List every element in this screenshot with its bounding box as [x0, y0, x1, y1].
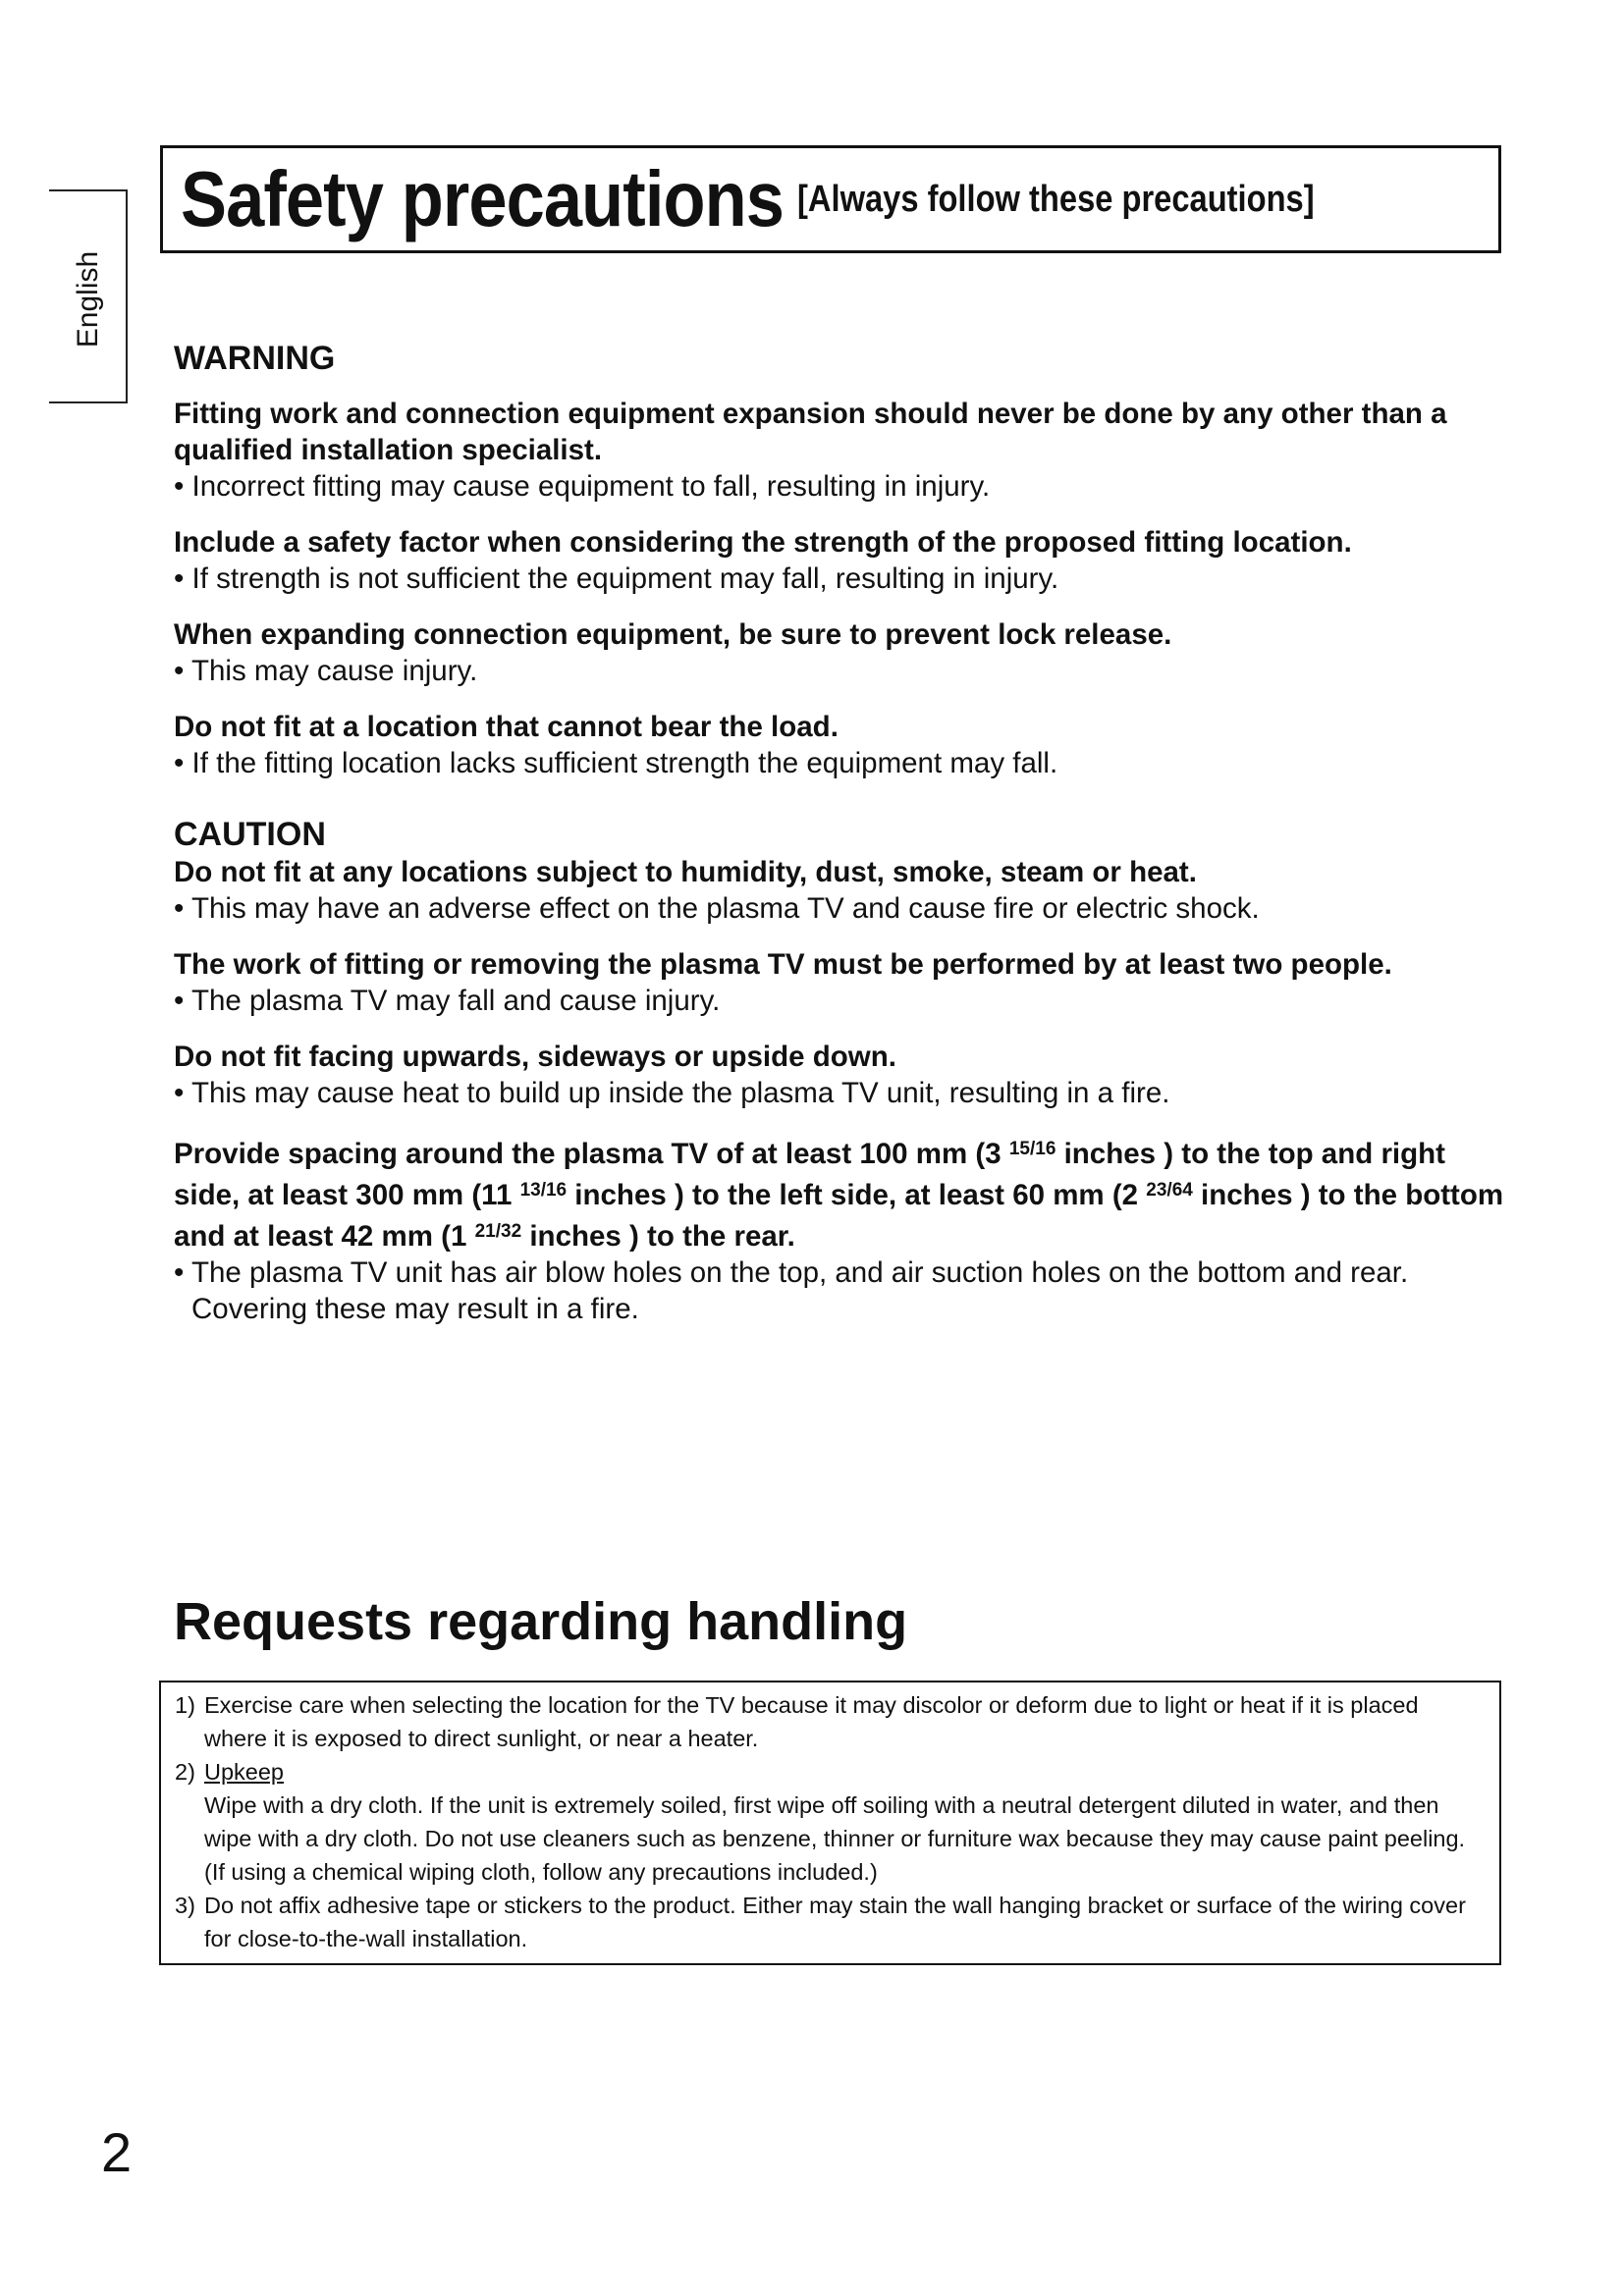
warning-item-title: Do not fit at a location that cannot bear the load. — [174, 711, 839, 743]
request-number: 2) — [175, 1759, 195, 1785]
caution-item-bullet: • This may have an adverse effect on the plasma TV and cause fire or electric shock. — [174, 892, 1260, 925]
caution-item-title: Do not fit at any locations subject to humidity, dust, smoke, steam or heat. — [174, 856, 1197, 888]
warning-item-bullet-text: This may cause injury. — [191, 655, 478, 687]
caution-item-title: Do not fit facing upwards, sideways or upside down. — [174, 1041, 896, 1073]
fraction: 15/16 — [1008, 1139, 1056, 1159]
warning-item-bullet: • This may cause injury. — [174, 655, 478, 687]
fraction: 21/32 — [474, 1221, 522, 1242]
request-item — [175, 1755, 1484, 1889]
warning-item-title: Include a safety factor when considering the strength of the proposed fitting location. — [174, 526, 1352, 559]
request-number: 3) — [175, 1893, 195, 1918]
fraction: 13/16 — [519, 1180, 568, 1201]
warning-item-title: Fitting work and connection equipment expansion should never be done by any other than a qualified installation specialist. — [174, 398, 1447, 466]
caution-item — [174, 854, 1504, 927]
request-text: Exercise care when selecting the location for the TV because it may discolor or deform due to light or heat if it is placed where it is exposed to direct sunlight, or near a heater. — [204, 1692, 1419, 1751]
caution-item-bullet-text: This may have an adverse effect on the plasma TV and cause fire or electric shock. — [191, 892, 1260, 925]
page-title: Safety precautions — [181, 155, 785, 242]
language-label: English — [72, 250, 104, 348]
warning-item-bullet-text: Incorrect fitting may cause equipment to fall, resulting in injury. — [191, 470, 991, 503]
requests-box — [159, 1681, 1501, 1965]
request-text: Do not affix adhesive tape or stickers to the product. Either may stain the wall hanging bracket or surface of the wiring cover for close-to-the-wall installation. — [204, 1893, 1466, 1951]
page-title-box — [160, 145, 1501, 253]
warning-item-bullet-text: If the fitting location lacks sufficient strength the equipment may fall. — [191, 747, 1058, 779]
request-number: 1) — [175, 1692, 195, 1718]
caution-item — [174, 946, 1504, 1019]
page-number: 2 — [101, 2121, 133, 2183]
safety-content — [174, 339, 1504, 1327]
caution-item — [174, 1039, 1504, 1111]
request-text: Wipe with a dry cloth. If the unit is extremely soiled, first wipe off soiling with a neutral detergent diluted in water, and then wipe with a dry cloth. Do not use cleaners such as benzene, thinner or furniture wax because they may cause paint peeling. (If using a chemical wiping cloth, follow any precautions included.) — [204, 1792, 1466, 1885]
request-item — [175, 1889, 1484, 1955]
caution-item-title: The work of fitting or removing the plasma TV must be performed by at least two people. — [174, 948, 1392, 981]
warning-item — [174, 616, 1504, 689]
caution-spacing-item — [174, 1131, 1504, 1327]
caution-item-bullet-text: This may cause heat to build up inside the plasma TV unit, resulting in a fire. — [191, 1077, 1170, 1109]
caution-item-bullet: • The plasma TV may fall and cause injury. — [174, 985, 721, 1017]
warning-heading: WARNING — [174, 340, 336, 377]
warning-item-bullet-text: If strength is not sufficient the equipment may fall, resulting in injury. — [191, 562, 1059, 595]
caution-heading: CAUTION — [174, 816, 326, 853]
warning-item — [174, 524, 1504, 597]
warning-item — [174, 396, 1504, 505]
requests-heading: Requests regarding handling — [174, 1592, 908, 1651]
caution-item-bullet: • This may cause heat to build up inside the plasma TV unit, resulting in a fire. — [174, 1077, 1170, 1109]
upkeep-label: Upkeep — [204, 1759, 284, 1785]
request-item — [175, 1688, 1484, 1755]
warning-item-bullet: • Incorrect fitting may cause equipment to fall, resulting in injury. — [174, 470, 991, 503]
fraction: 23/64 — [1146, 1180, 1193, 1201]
caution-section — [174, 815, 1504, 1327]
warning-item-bullet: • If strength is not sufficient the equipment may fall, resulting in injury. — [174, 562, 1059, 595]
language-tab — [49, 189, 128, 403]
warning-section — [174, 339, 1504, 781]
caution-item-bullet: • The plasma TV unit has air blow holes on the top, and air suction holes on the bottom and rear. Covering these may result in a fire. — [174, 1256, 1409, 1325]
warning-item-title: When expanding connection equipment, be sure to prevent lock release. — [174, 618, 1172, 651]
warning-item — [174, 709, 1504, 781]
caution-item-bullet-text: The plasma TV may fall and cause injury. — [191, 985, 721, 1017]
warning-item-bullet: • If the fitting location lacks sufficient strength the equipment may fall. — [174, 747, 1058, 779]
page-subtitle: [Always follow these precautions] — [796, 178, 1315, 220]
caution-item-bullet-text: The plasma TV unit has air blow holes on the top, and air suction holes on the bottom and rear. Covering these may result in a fire. — [191, 1256, 1409, 1325]
spacing-requirements: Provide spacing around the plasma TV of at least 100 mm (3 $^{15/16}$ inches ) to the top and right side, at least 300 mm (11 $^{13/16}$ inches ) to the left side, at least 60 mm (2 $^{23/64}$ inches ) to the bottom and at least 42 mm (1 $^{21/32}$ inches ) to the rear. — [174, 1138, 1504, 1253]
